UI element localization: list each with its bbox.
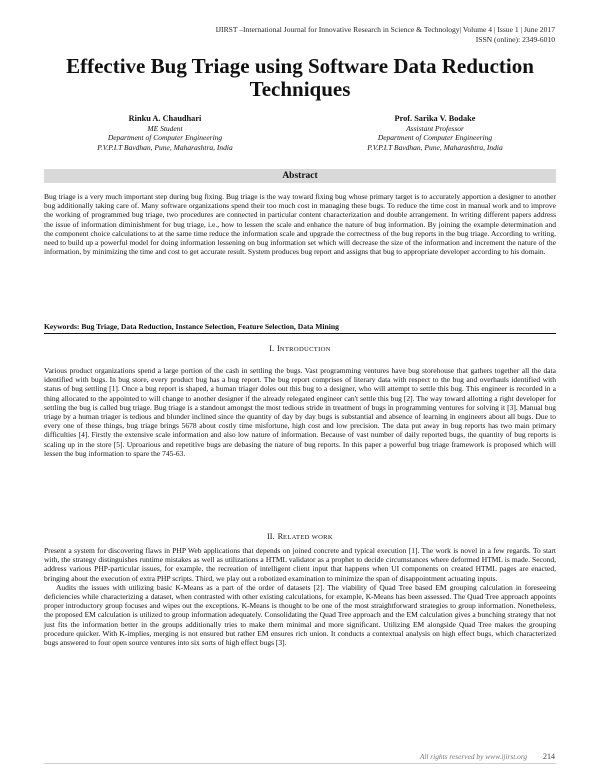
paragraph: Present a system for discovering flaws in PHP Web applications that depends on joined concrete and typical execution [1]. The work is novel in a few regards. To start with, the strategy distinguishes runtime mistakes as well as utilizations a HTML validator as a prophet to decide circumstances where deformed HTML is made. Second, address various PHP-particular issues, for example, the recreation of intelligent client input that happens when UI components on created HTML pages are enacted, bringing about the execution of extra PHP scripts. Third, we play out a robotized examination to minimize the span of disappointment actuating inputs. [44,546,556,583]
authors-block [40,114,560,152]
section-heading-introduction [44,344,556,355]
paper-title: Effective Bug Triage using Software Data Reduction Techniques [66,54,534,101]
author-department: Department of Computer Engineering [377,133,493,142]
section-body-introduction [44,366,556,458]
journal-line: IJIRST –International Journal for Innovative Research in Science & Technology| Volume 4 | Issue 1 | June 2017 [215,25,555,34]
section-title-rest: NTRODUCTION [279,346,331,353]
keywords: Keywords: Bug Triage, Data Reduction, Instance Selection, Feature Selection, Data Mining [44,322,339,331]
author-name: Prof. Sarika V. Bodake [394,114,476,123]
issn-line: ISSN (online): 2349-6010 [475,35,555,44]
author-department: Department of Computer Engineering [107,133,223,142]
author-1 [40,114,290,152]
author-role: Assistant Professor [406,123,464,133]
author-role: ME Student [147,123,183,133]
footer-rights: All rights reserved by www.ijirst.org [419,752,528,761]
page-number: 214 [543,752,555,761]
section-body-related-work [44,546,556,647]
author-affiliation: P.V.P.I.T Bavdhan, Pune, Maharashtra, India [97,142,233,152]
footer-divider [44,763,556,764]
paragraph: Audits the issues with utilizing basic K-Means as a part of the order of datasets [2]. The viability of Quad Tree based EM grouping calculation in foreseeing deficiencies while characterizing a dataset, when contrasted with other existing calculations, for example, K-Means has been assessed. The Quad Tree approach appoints proper introductory group focuses and wipes out the exceptions. K-Means is thought to be one of the most straightforward strategies to group information. Nonetheless, the proposed EM calculation is utilized to group information adequately. Consolidating the Quad Tree approach and the EM calculation gives a bunching strategy that not just fits the information better in the groups additionally tries to make them minimal and more significant. Utilizing EM alongside Quad Tree makes the grouping procedure quicker. With K-implies, merging is not ensured but rather EM ensures rich union. It conducts a contextual analysis on high effect bugs, which characterized bugs answered to four open source ventures into six sorts of high effect bugs [3]. [44,582,556,648]
section-initial: I [277,344,280,353]
author-affiliation: P.V.P.I.T Bavdhan, Pune, Maharashtra, India [367,142,503,152]
author-2 [310,114,560,152]
section-number: II. [267,532,275,541]
author-name: Rinku A. Chaudhari [128,114,202,123]
paragraph: Various product organizations spend a large portion of the cash in settling the bugs. Vast programming ventures have bug storehouse that gathers together all the data identified with bugs. In bug store, every product bug has a bug report. The bug report comprises of literary data with respect to the bug and overhauls identified with status of bug settling [1]. Once a bug report is shaped, a human triager doles out this bug to a designer, who will attempt to settle this bug. This engineer is recorded in a thing allocated to the appointed to will change to another designer if the already relegated engineer can't settle this bug [2]. The way toward allotting a right developer for settling the bug is called bug triage. Bug triage is a standout amongst the most tedious stride in treatment of bugs in programming ventures for solving it [3]. Manual bug triage by a human triager is tedious and blunder inclined since the quantity of day by day bugs is substantial and absence of learning in engineers about all bugs. Due to every one of these things, bug triage brings 5678 about costly time misfortune, high cost and low precision. The data put away in bug reports has two main primary difficulties [4]. Firstly the extensive scale information and also low nature of information. Because of vast number of daily reported bugs, the quantity of bug reports is scaling up in the store [5]. Uproarious and repetitive bugs are debasing the nature of bug reports. In this paper a powerful bug triage framework is proposed which will lessen the bug information to spare the 745-63. [44,366,556,458]
abstract-heading: Abstract [44,169,556,183]
divider [44,333,556,334]
abstract-text: Bug triage is a very much important step during bug fixing. Bug triage is the way toward fixing bug whose primary target is to accurately apportion a designer to another bug additionally taking care of. Many software organizations spend their too much cost in managing these bugs. To reduce the time cost in manual work and to improve the working of programmed bug triage, two procedures are connected in particular content characterization and double arrangement. In writing different papers address the issue of information diminishment for bug triage, i.e., how to lessen the scale and enhance the nature of bug information. By joining the example determination and the component choice calculations to at the same time reduce the information scale and upgrade the correctness of the bug reports in the bug triage. According to writing, need to build up a powerful model for doing information lessening on bug information set which will decrease the size of the information and increment the nature of the information, by minimizing the time and cost to get accurate result. System produces bug report and assigns that bug to appropriate developer according to his domain. [44,192,556,257]
journal-header [35,25,555,45]
footer [420,752,555,761]
section-heading-related-work [44,532,556,543]
section-initial: R [277,532,284,541]
section-title-rest: ELATED WORK [283,534,333,541]
section-number: I. [269,344,275,353]
